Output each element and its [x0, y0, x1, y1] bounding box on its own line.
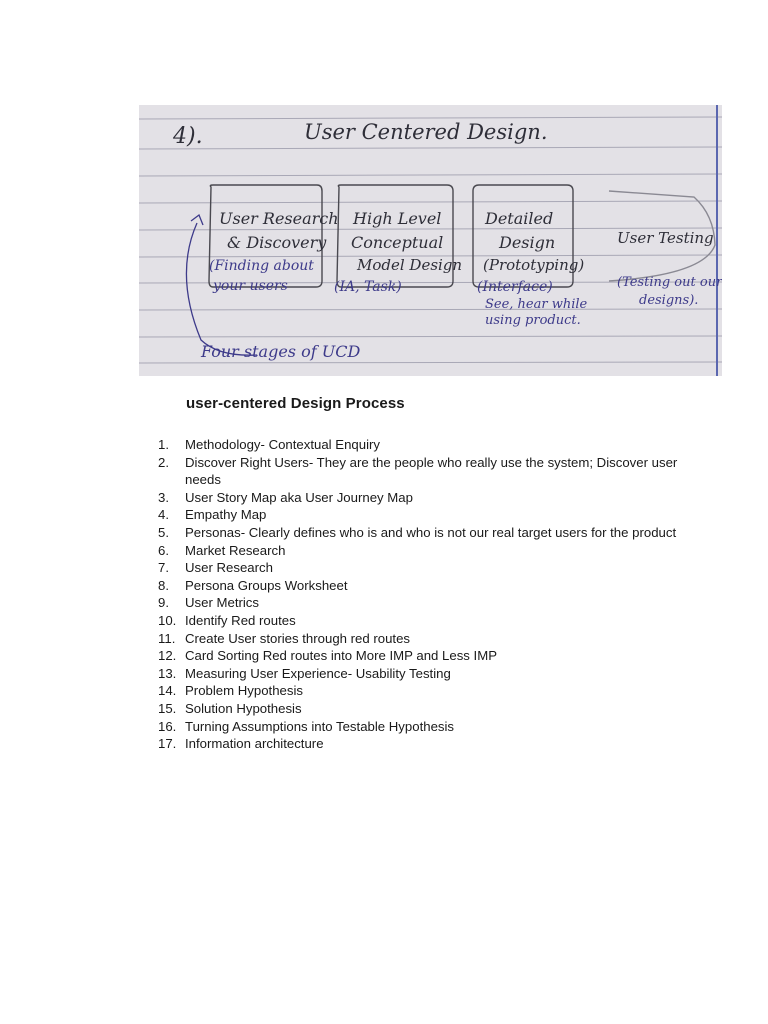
step-text: Persona Groups Worksheet — [185, 577, 348, 593]
list-item — [158, 594, 678, 612]
step-text: Create User stories through red routes — [185, 630, 411, 646]
stage-2-name-line1: High Level — [353, 209, 442, 228]
step-number: 4. — [158, 507, 169, 523]
step-text: Turning Assumptions into Testable Hypothesis — [185, 718, 455, 734]
stage-2-note-line1: (IA, Task) — [334, 279, 402, 295]
list-item — [158, 718, 678, 736]
step-text: Personas- Clearly defines who is and who is not our real target users for the product — [185, 524, 677, 540]
list-item — [158, 735, 678, 753]
step-number: 17. — [158, 736, 177, 752]
stage-3-note-line1: (Interface) — [477, 279, 553, 295]
list-item — [158, 524, 678, 542]
step-text: Measuring User Experience- Usability Testing — [185, 665, 451, 681]
step-text: User Research — [185, 560, 273, 576]
heading-number: 4). — [173, 124, 203, 149]
list-item — [158, 647, 678, 665]
step-number: 1. — [158, 437, 169, 452]
step-number: 13. — [158, 665, 177, 681]
step-text: Information architecture — [185, 736, 324, 752]
step-number: 7. — [158, 560, 169, 576]
step-text: Identify Red routes — [185, 612, 296, 628]
list-item — [158, 665, 678, 683]
step-text: Problem Hypothesis — [185, 683, 304, 699]
list-item — [158, 577, 678, 595]
notebook-sketch — [139, 105, 722, 376]
list-item — [158, 436, 678, 454]
step-number: 14. — [158, 683, 177, 699]
list-item — [158, 454, 678, 489]
process-steps-list — [158, 436, 678, 753]
step-text: Empathy Map — [185, 507, 267, 523]
step-text: Methodology- Contextual Enquiry — [185, 437, 380, 452]
document-title: user-centered Design Process — [186, 395, 405, 412]
stage-3-name-line2: Design — [499, 233, 556, 252]
list-item — [158, 612, 678, 630]
step-number: 12. — [158, 648, 177, 664]
stage-1-note-line1: (Finding about — [209, 258, 314, 274]
step-number: 3. — [158, 489, 169, 505]
stage-3-note-line3: using product. — [485, 313, 581, 328]
step-number: 9. — [158, 595, 169, 611]
step-number: 2. — [158, 454, 169, 470]
stage-3-name-line3: (Prototyping) — [483, 256, 585, 274]
list-item — [158, 630, 678, 648]
step-text: User Metrics — [185, 595, 259, 611]
list-item — [158, 700, 678, 718]
stage-1-name-line1: User Research — [219, 209, 339, 228]
stage-3-note-line2: See, hear while — [485, 297, 588, 312]
step-text: Market Research — [185, 542, 286, 558]
stage-1-name-line2: & Discovery — [227, 233, 327, 252]
step-text: Solution Hypothesis — [185, 700, 302, 716]
stage-4-note-line2: designs). — [639, 293, 699, 308]
list-item — [158, 682, 678, 700]
notebook-photo — [139, 105, 722, 376]
stage-4-name-line1: User Testing — [617, 229, 714, 247]
notebook-heading: User Centered Design. — [304, 120, 548, 144]
step-number: 15. — [158, 700, 177, 716]
cycle-label: Four stages of UCD — [201, 342, 361, 361]
step-number: 11. — [158, 630, 176, 646]
list-item — [158, 542, 678, 560]
step-number: 6. — [158, 542, 169, 558]
step-text: Card Sorting Red routes into More IMP and Less IMP — [185, 648, 498, 664]
step-text: User Story Map aka User Journey Map — [185, 489, 413, 505]
step-number: 8. — [158, 577, 169, 593]
list-item — [158, 489, 678, 507]
list-item — [158, 506, 678, 524]
step-number: 16. — [158, 718, 177, 734]
stage-2-name-line3: Model Design — [357, 256, 463, 274]
step-number: 10. — [158, 612, 177, 628]
stage-2-name-line2: Conceptual — [351, 233, 444, 252]
stage-4-note-line1: (Testing out our — [617, 275, 722, 290]
step-text: Discover Right Users- They are the people who really use the system; Discover user needs — [185, 454, 678, 488]
stage-3-name-line1: Detailed — [485, 209, 554, 228]
step-number: 5. — [158, 524, 169, 540]
stage-1-note-line2: your users — [213, 278, 288, 294]
list-item — [158, 559, 678, 577]
